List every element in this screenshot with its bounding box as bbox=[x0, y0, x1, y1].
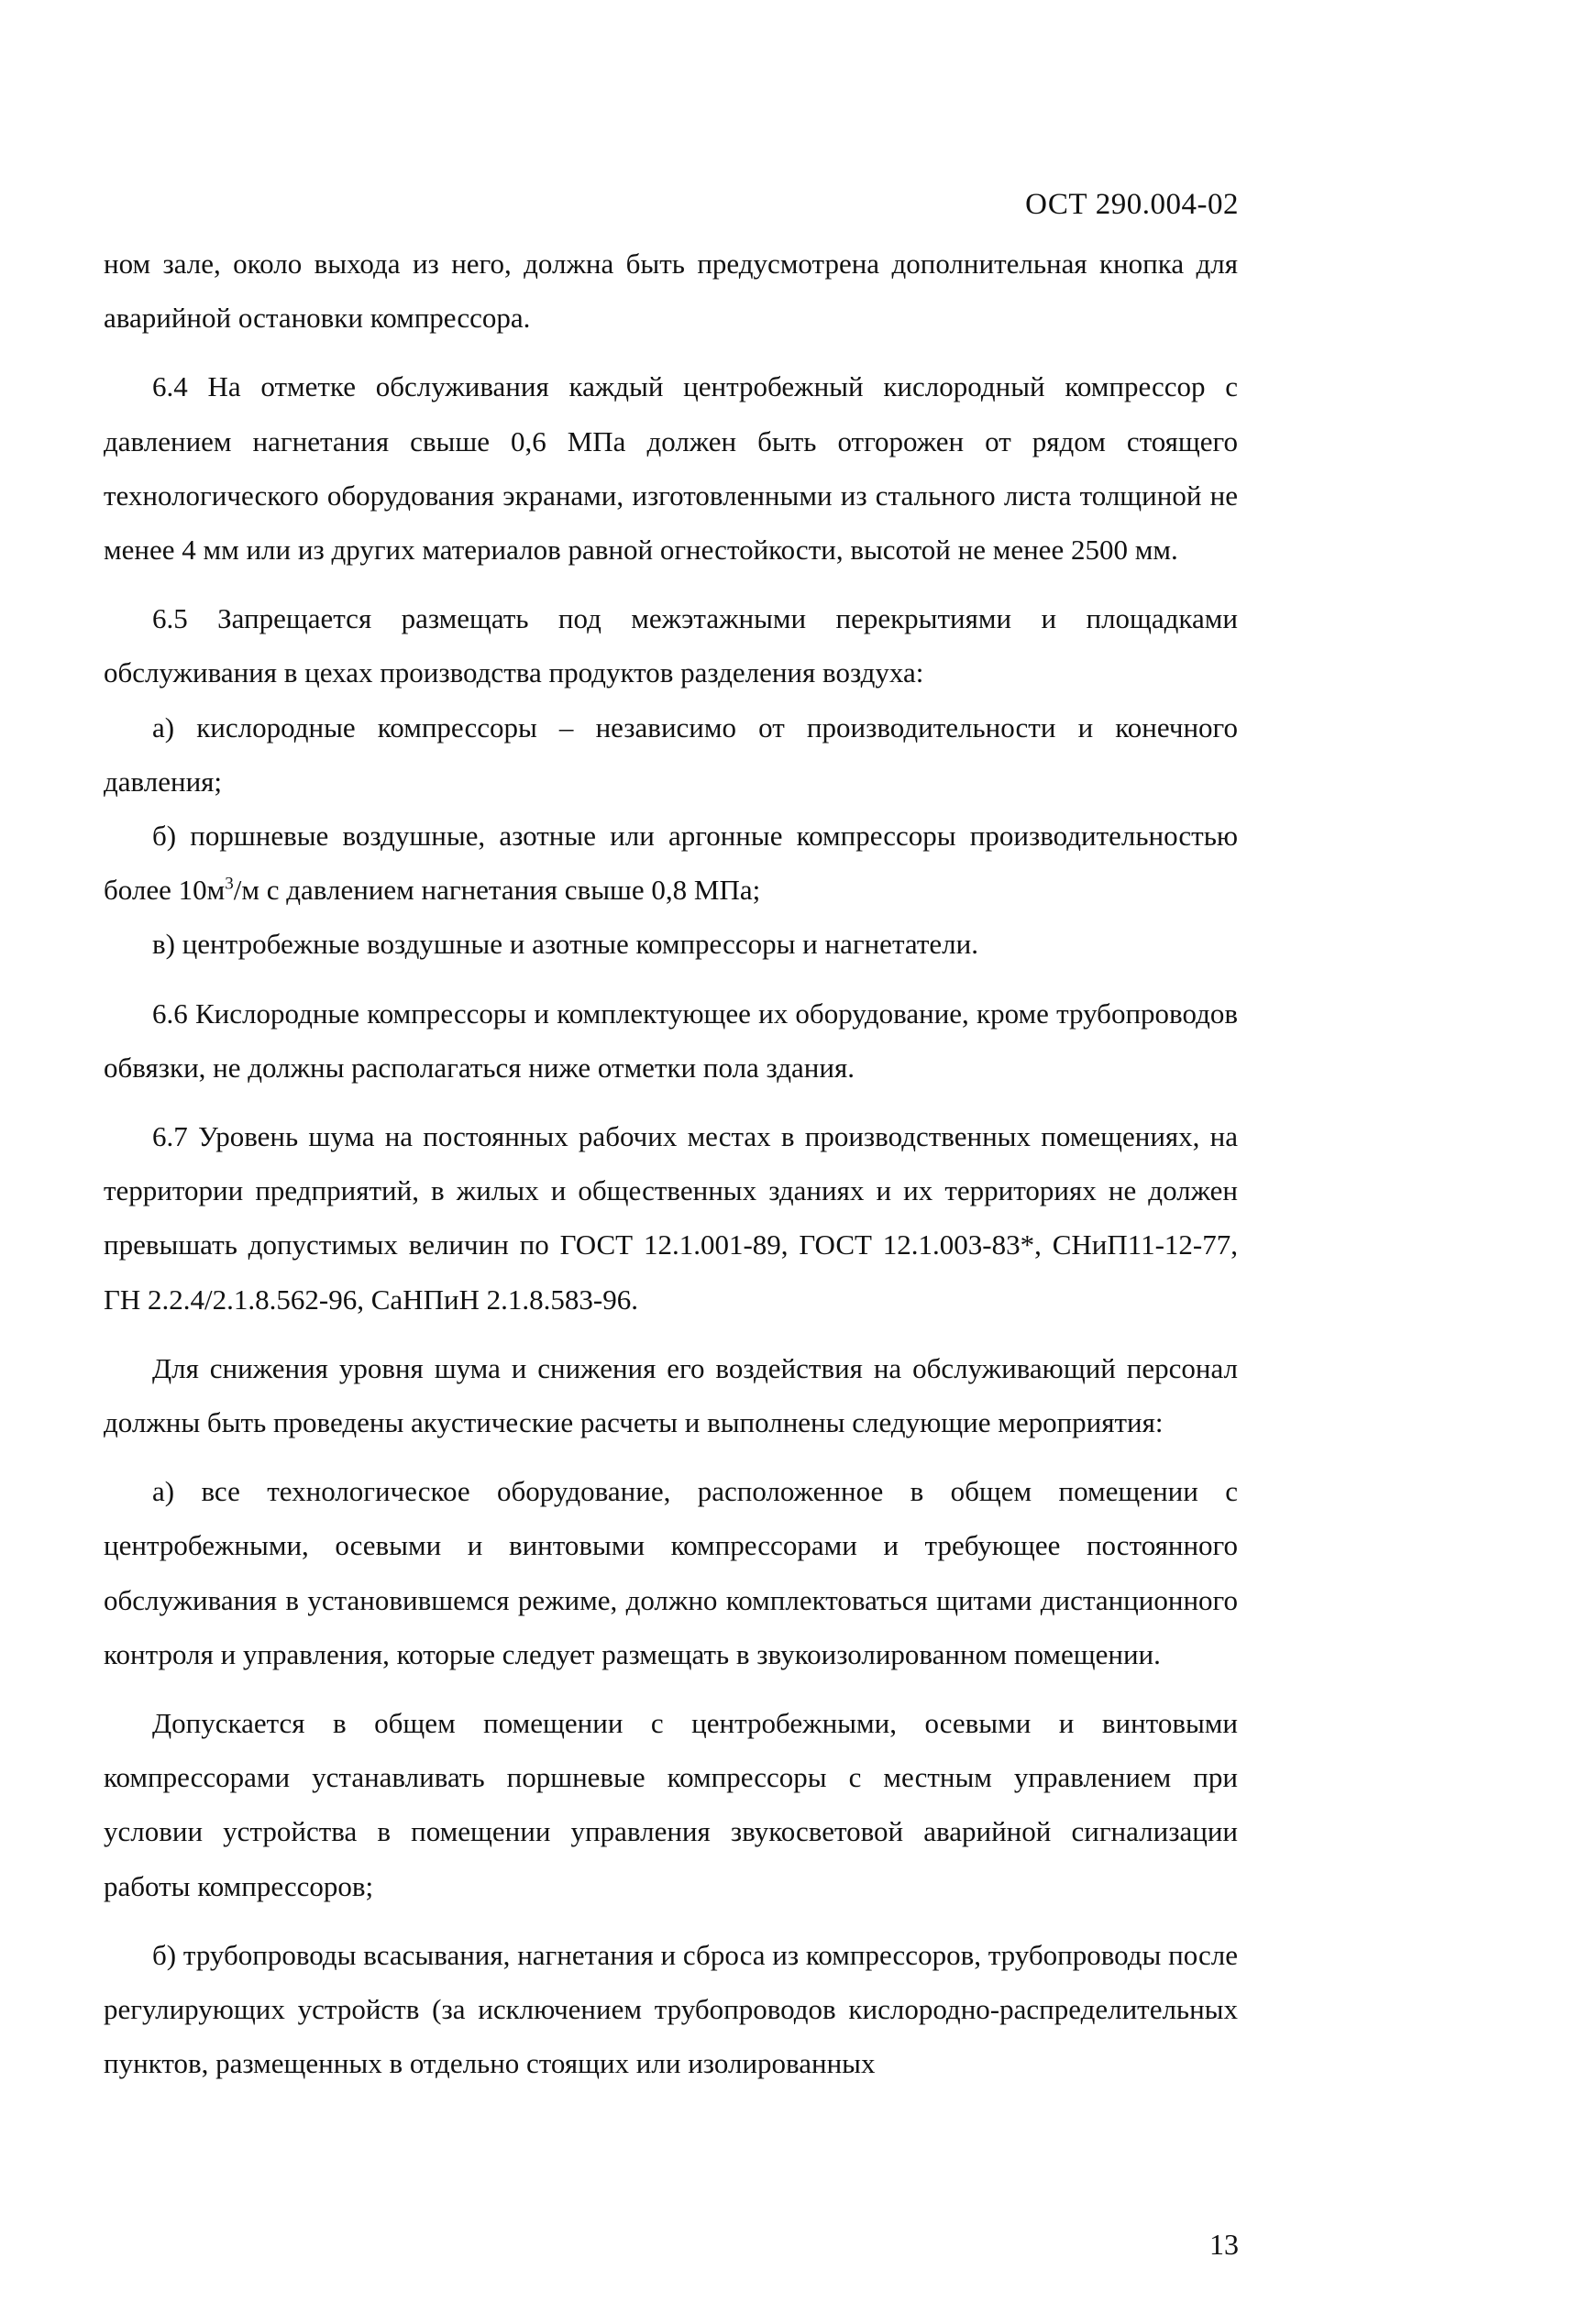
paragraph-6-4: 6.4 На отметке обслуживания каждый центробежный кислородный компрессор с давлением нагнетания свыше 0,6 МПа должен быть отгорожен от рядом стоящего технологического оборудования экранами, изготовленными из стального листа толщиной не менее 4 мм или из других материалов равной огнестойкости, высотой не менее 2500 мм. bbox=[104, 370, 1238, 567]
list-item-a-oxygen-compressors: а) кислородные компрессоры – независимо от производительности и конечного давления; bbox=[104, 710, 1238, 798]
paragraph-continuation: ном зале, около выхода из него, должна быть предусмотрена дополнительная кнопка для аварийной остановки компрессора. bbox=[104, 248, 1238, 335]
paragraph-6-7: 6.7 Уровень шума на постоянных рабочих местах в производственных помещениях, на территории предприятий, в жилых и общественных зданиях и их территориях не должен превышать допустимых величин по ГОСТ 12.1.001-89, ГОСТ 12.1.003-83*, СНиП11-12-77, ГН 2.2.4/2.1.8.562-96, СаНПиН 2.1.8.583-96. bbox=[104, 1120, 1238, 1316]
paragraph-noise-measures: Для снижения уровня шума и снижения его воздействия на обслуживающий персонал должны быть проведены акустические расчеты и выполнены следующие мероприятия: bbox=[104, 1351, 1238, 1439]
document-body bbox=[104, 237, 1238, 2091]
list-item-b-text-start: б) поршневые воздушные, азотные или аргонные компрессоры производительностью более 10м bbox=[104, 820, 1238, 907]
paragraph-6-6: 6.6 Кислородные компрессоры и комплектующее их оборудование, кроме трубопроводов обвязки, не должны располагаться ниже отметки пола здания. bbox=[104, 997, 1238, 1084]
list-item-b-text-end: /м с давлением нагнетания свыше 0,8 МПа; bbox=[233, 874, 761, 907]
page-number: 13 bbox=[1209, 2228, 1239, 2261]
paragraph-6-5: 6.5 Запрещается размещать под межэтажными перекрытиями и площадками обслуживания в цехах производства продуктов разделения воздуха: bbox=[104, 602, 1238, 689]
superscript-cube: 3 bbox=[225, 874, 234, 894]
list-item-b-pipelines: б) трубопроводы всасывания, нагнетания и сброса из компрессоров, трубопроводы после регулирующих устройств (за исключением трубопроводов кислородно-распределительных пунктов, размещенных в отдельно стоящих или изолированных bbox=[104, 1938, 1238, 2080]
paragraph-permitted: Допускается в общем помещении с центробежными, осевыми и винтовыми компрессорами устанавливать поршневые компрессоры с местным управлением при условии устройства в помещении управления звукосветовой аварийной сигнализации работы компрессоров; bbox=[104, 1707, 1238, 1902]
document-code-header: ОСТ 290.004-02 bbox=[1025, 188, 1239, 221]
list-item-a-remote-control: а) все технологическое оборудование, расположенное в общем помещении с центробежными, осевыми и винтовыми компрессорами и требующее постоянного обслуживания в установившемся режиме, должно комплектоваться щитами дистанционного контроля и управления, которые следует размещать в звукоизолированном помещении. bbox=[104, 1475, 1238, 1670]
list-item-b-piston-compressors bbox=[104, 809, 1238, 917]
list-item-v-centrifugal-compressors: в) центробежные воздушные и азотные компрессоры и нагнетатели. bbox=[152, 928, 978, 961]
